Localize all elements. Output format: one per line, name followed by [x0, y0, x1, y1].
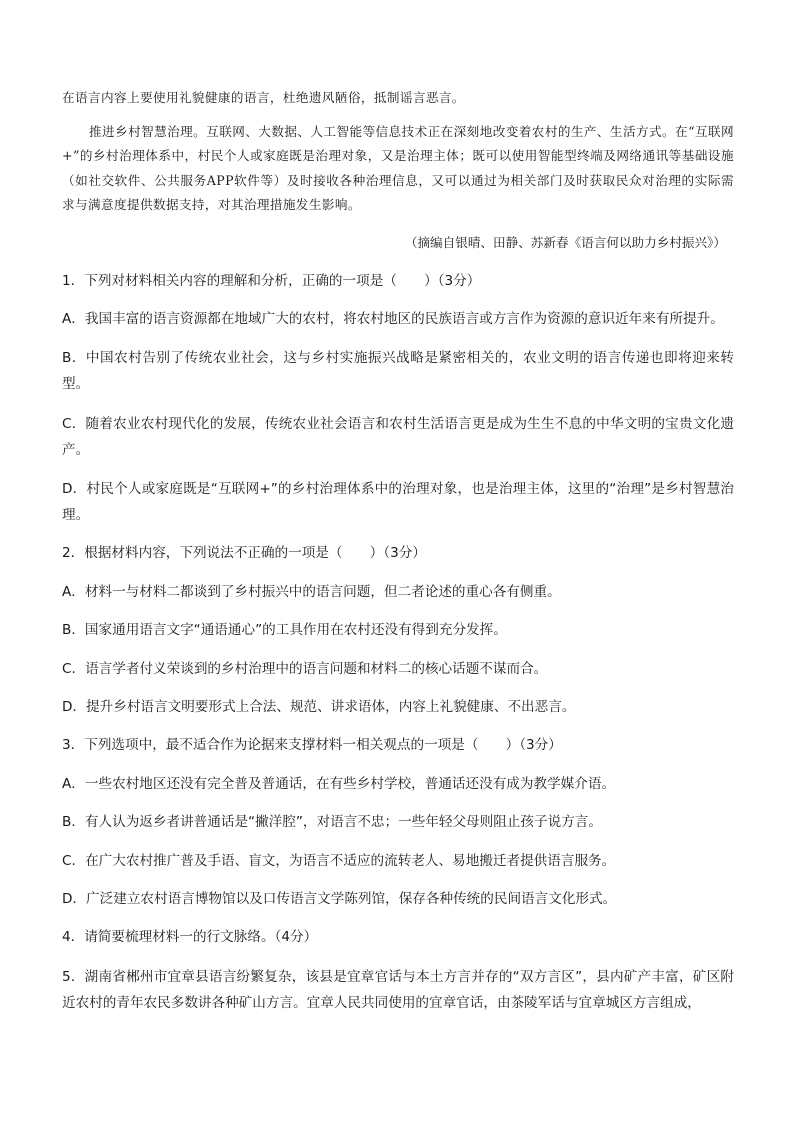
question-5-stem: 5．湖南省郴州市宜章县语言纷繁复杂，该县是宜章官话与本土方言并存的“双方言区”，县内矿产丰富，矿区附近农村的青年农民多数讲各种矿山方言。宜章人民共同使用的宜章官话，由茶陵军话与宜章城区方言组成，	[62, 968, 734, 1011]
passage-source: （摘编自银晴、田静、苏新春《语言何以助力乡村振兴》）	[404, 234, 726, 250]
question-3-stem: 3．下列选项中，最不适合作为论据来支撑材料一相关观点的一项是（ ）（3分）	[62, 737, 562, 754]
question-3-option-c: C．在广大农村推广普及手语、盲文，为语言不适应的流转老人、易地搬迁者提供语言服务。	[62, 852, 616, 869]
question-3-option-b: B．有人认为返乡者讲普通话是“撇洋腔”，对语言不忠；一些年轻父母则阻止孩子说方言。	[62, 814, 602, 831]
passage-paragraph: 推进乡村智慧治理。互联网、大数据、人工智能等信息技术正在深刻地改变着农村的生产、生活方式。在“互联网+”的乡村治理体系中，村民个人或家庭既是治理对象，又是治理主体；既可以使用智能型终端及网络通讯等基础设施（如社交软件、公共服务APP软件等）及时接收各种治理信息，又可以通过为相关部门及时获取民众对治理的实际需求与满意度提供数据支持，对其治理措施发生影响。	[62, 123, 734, 212]
question-1-option-b: B．中国农村告别了传统农业社会，这与乡村实施振兴战略是紧密相关的，农业文明的语言传递也即将迎来转型。	[62, 350, 734, 393]
question-1-option-d: D．村民个人或家庭既是“互联网+”的乡村治理体系中的治理对象，也是治理主体，这里的“治理”是乡村智慧治理。	[62, 481, 734, 524]
question-1-option-a: A．我国丰富的语言资源都在地域广大的农村，将农村地区的民族语言或方言作为资源的意识近年来有所提升。	[62, 310, 724, 327]
question-1-stem: 1．下列对材料相关内容的理解和分析，正确的一项是（ ）（3分）	[62, 272, 481, 289]
question-2-option-d: D．提升乡村语言文明要形式上合法、规范、讲求语体，内容上礼貌健康、不出恶言。	[62, 699, 576, 716]
question-3-option-d: D．广泛建立农村语言博物馆以及口传语言文学陈列馆，保存各种传统的民间语言文化形式。	[62, 890, 617, 907]
exam-page	[62, 86, 734, 1029]
question-1-option-c: C．随着农业农村现代化的发展，传统农业社会语言和农村生活语言更是成为生生不息的中华文明的宝贵文化遗产。	[62, 415, 734, 458]
passage-line: 在语言内容上要使用礼貌健康的语言，杜绝遗风陋俗，抵制谣言恶言。	[62, 90, 465, 105]
question-2-option-c: C．语言学者付义荣谈到的乡村治理中的语言问题和材料二的核心话题不谋而合。	[62, 660, 548, 677]
question-2-option-a: A．材料一与材料二都谈到了乡村振兴中的语言问题，但二者论述的重心各有侧重。	[62, 583, 561, 600]
question-3-option-a: A．一些农村地区还没有完全普及普通话，在有些乡村学校，普通话还没有成为教学媒介语。	[62, 775, 616, 792]
question-2-option-b: B．国家通用语言文字“通语通心”的工具作用在农村还没有得到充分发挥。	[62, 622, 507, 639]
question-4-stem: 4．请简要梳理材料一的行文脉络。（4分）	[62, 929, 318, 946]
question-2-stem: 2．根据材料内容，下列说法不正确的一项是（ ）（3分）	[62, 545, 426, 562]
